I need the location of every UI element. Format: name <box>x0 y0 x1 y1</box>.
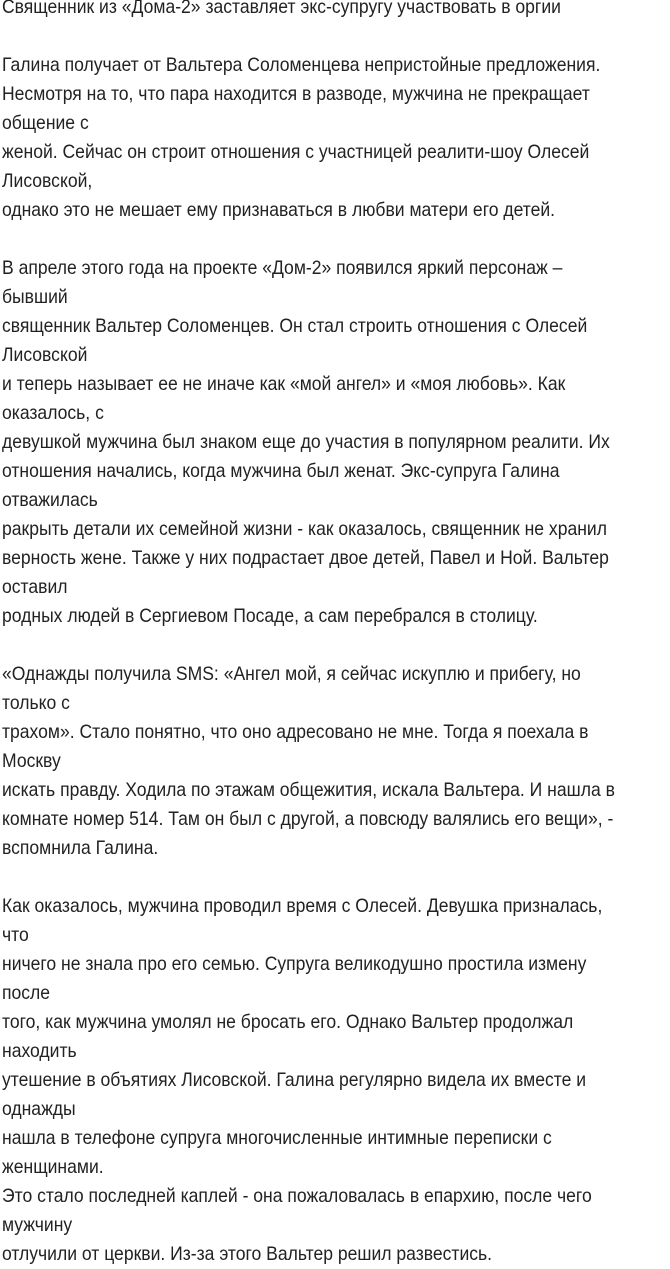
text-line: отлучили от церкви. Из-за этого Вальтер решил развестись. <box>2 1243 493 1265</box>
text-line: В апреле этого года на проекте «Дом-2» появился яркий персонаж – бывший <box>2 257 563 308</box>
text-line: верность жене. Также у них подрастает двое детей, Павел и Ной. Вальтер оставил <box>2 547 609 598</box>
article <box>2 0 632 1269</box>
text-line: нашла в телефоне супруга многочисленные интимные переписки с женщинами. <box>2 1127 552 1178</box>
text-line: ракрыть детали их семейной жизни - как оказалось, священник не хранил <box>2 518 607 540</box>
text-line: Как оказалось, мужчина проводил время с Олесей. Девушка призналась, что <box>2 895 603 946</box>
paragraph-3 <box>2 660 632 863</box>
paragraph-2 <box>2 254 632 631</box>
text-line: отношения начались, когда мужчина был женат. Экс-супруга Галина отважилась <box>2 460 560 511</box>
paragraph-1 <box>2 51 632 225</box>
spacer <box>2 631 632 660</box>
paragraph-4 <box>2 892 632 1269</box>
text-line: и теперь называет ее не иначе как «мой ангел» и «моя любовь». Как оказалось, с <box>2 373 566 424</box>
text-line: вспомнила Галина. <box>2 837 159 859</box>
text-line: комнате номер 514. Там он был с другой, а повсюду валялись его вещи», - <box>2 808 614 830</box>
text-line: Несмотря на то, что пара находится в разводе, мужчина не прекращает общение с <box>2 83 590 134</box>
text-line: Галина получает от Вальтера Соломенцева непристойные предложения. <box>2 54 601 76</box>
text-line: того, как мужчина умолял не бросать его. Однако Вальтер продолжал находить <box>2 1011 574 1062</box>
spacer <box>2 225 632 254</box>
text-line: искать правду. Ходила по этажам общежития, искала Вальтера. И нашла в <box>2 779 615 801</box>
text-line: родных людей в Сергиевом Посаде, а сам перебрался в столицу. <box>2 605 538 627</box>
text-line: женой. Сейчас он строит отношения с участницей реалити-шоу Олесей Лисовской, <box>2 141 590 192</box>
text-line: «Однажды получила SMS: «Ангел мой, я сейчас искуплю и прибегу, но только с <box>2 663 581 714</box>
spacer <box>2 863 632 892</box>
text-line: ничего не знала про его семью. Супруга великодушно простила измену после <box>2 953 587 1004</box>
text-line: утешение в объятиях Лисовской. Галина регулярно видела их вместе и однажды <box>2 1069 587 1120</box>
spacer <box>2 22 632 51</box>
text-line: священник Вальтер Соломенцев. Он стал строить отношения с Олесей Лисовской <box>2 315 588 366</box>
text-line: трахом». Стало понятно, что оно адресовано не мне. Тогда я поехала в Москву <box>2 721 589 772</box>
text-line: Это стало последней каплей - она пожаловалась в епархию, после чего мужчину <box>2 1185 592 1236</box>
text-line: однако это не мешает ему признаваться в любви матери его детей. <box>2 199 556 221</box>
text-line: девушкой мужчина был знаком еще до участия в популярном реалити. Их <box>2 431 610 453</box>
article-title: Священник из «Дома-2» заставляет экс-супругу участвовать в оргии <box>2 0 561 18</box>
